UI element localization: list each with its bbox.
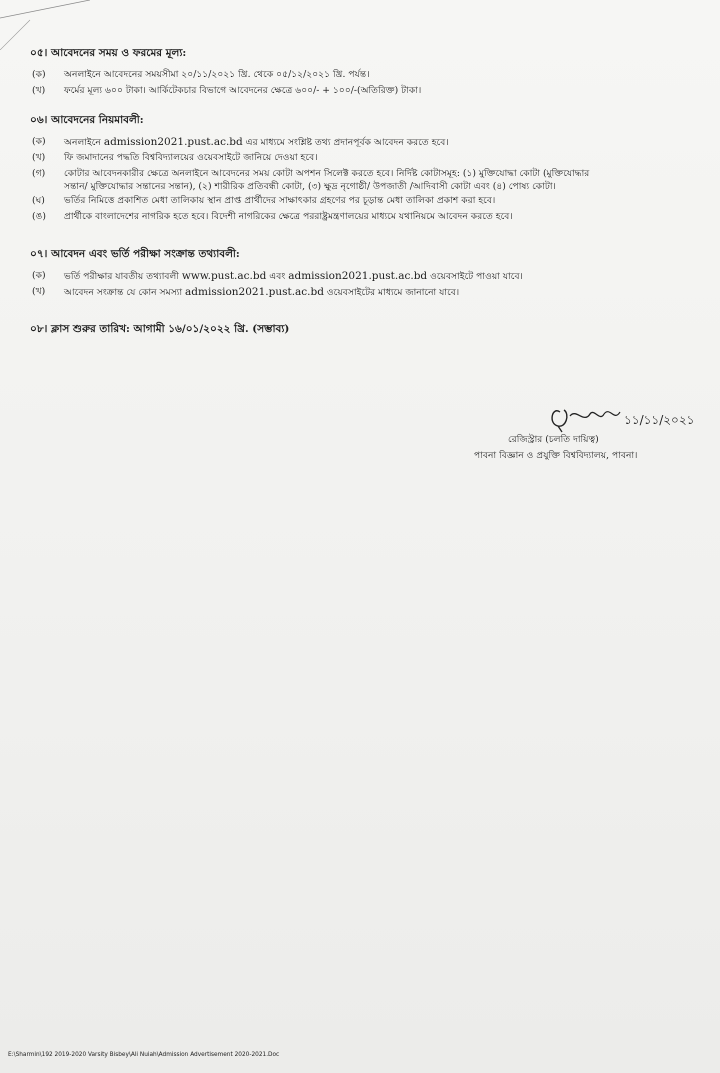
item-marker: (খ): [32, 286, 46, 297]
item-text: ভর্তির নিমিত্তে প্রকাশিত মেধা তালিকায় স্থান প্রাপ্ত প্রার্থীদের সাক্ষাৎকার গ্রহণের পর চূড়ান্ত মেধা তালিকা প্রকাশ করা হবে।: [64, 195, 496, 206]
university-name: পাবনা বিজ্ঞান ও প্রযুক্তি বিশ্ববিদ্যালয়, পাবনা।: [474, 450, 638, 461]
section-06: [30, 113, 700, 222]
item-text: [64, 136, 449, 150]
item-text-pre: ভর্তি পরীক্ষার যাবতীয় তথ্যাবলী: [64, 271, 182, 282]
list-item: [30, 85, 700, 98]
list-item: [30, 270, 700, 283]
item-marker: (ক): [32, 270, 46, 281]
item-text: ফর্মের মূল্য ৬০০ টাকা। আর্কিটেকচার বিভাগে আবেদনের ক্ষেত্রে ৬০০/- + ১০০/-(অতিরিক্ত) টাকা।: [64, 85, 422, 96]
item-text: ফি জমাদানের পদ্ধতি বিশ্ববিদ্যালয়ের ওয়েবসাইটে জানিয়ে দেওয়া হবে।: [64, 152, 318, 163]
section-08: [30, 322, 700, 339]
item-marker: (ঘ): [32, 195, 45, 206]
signature-date: ১১/১১/২০২১: [624, 413, 695, 427]
list-item: [30, 195, 700, 208]
admission-url-link[interactable]: admission2021.pust.ac.bd: [103, 136, 243, 148]
item-marker: (খ): [32, 152, 46, 163]
item-marker: (ঙ): [32, 211, 46, 222]
item-text-pre: অনলাইনে: [64, 137, 104, 148]
admission-url-link[interactable]: admission2021.pust.ac.bd: [185, 286, 324, 298]
list-item: [30, 286, 700, 299]
item-text-post: এর মাধ্যমে সংশ্লিষ্ট তথ্য প্রদানপূর্বক আবেদন করতে হবে।: [242, 137, 449, 148]
item-text: কোটার আবেদনকারীর ক্ষেত্রে অনলাইনে আবেদনের সময় কোটা অপশন সিলেক্ট করতে হবে। নির্দিষ্ট কোটাসমূহ: (১) মুক্তিযোদ্ধা কোটা (মুক্তিযোদ্ধার: [64, 168, 590, 179]
pust-website-link[interactable]: www.pust.ac.bd: [181, 270, 267, 282]
item-text-post: ওয়েবসাইটে পাওয়া যাবে।: [427, 271, 523, 282]
folded-corner-mark: [0, 0, 90, 50]
item-text-post: ওয়েবসাইটের মাধ্যমে জানানো যাবে।: [323, 287, 460, 298]
section-title: ০৭। আবেদন এবং ভর্তি পরীক্ষা সংক্রান্ত তথ্যাবলী:: [30, 248, 240, 260]
file-path-footer: E:\Sharmin\192 2019-2020 Varsity Bisbey\Ali Nuiah\Admission Advertisement 2020-2021.Doc: [8, 1052, 280, 1058]
list-item: [30, 211, 700, 224]
item-text: [64, 270, 523, 284]
item-marker: (ক): [32, 69, 46, 80]
registrar-title: রেজিস্ট্রার (চলতি দায়িত্ব): [508, 434, 599, 445]
list-item: [30, 168, 700, 194]
section-07: [30, 247, 700, 298]
list-item: [30, 136, 700, 149]
item-text: অনলাইনে আবেদনের সময়সীমা ২০/১১/২০২১ খ্রি. থেকে ০৫/১২/২০২১ খ্রি. পর্যন্ত।: [64, 69, 370, 80]
list-item: [30, 69, 700, 82]
admission-url-link[interactable]: admission2021.pust.ac.bd: [288, 270, 428, 282]
item-text-mid: এবং: [266, 271, 289, 282]
item-marker: (ক): [32, 136, 46, 147]
item-marker: (খ): [32, 85, 46, 96]
section-05: [30, 46, 700, 96]
item-marker: (গ): [32, 168, 46, 179]
section-title: ০৬। আবেদনের নিয়মাবলী:: [30, 114, 144, 126]
item-text: প্রার্থীকে বাংলাদেশের নাগরিক হতে হবে। বিদেশী নাগরিকের ক্ষেত্রে পররাষ্ট্রমন্ত্রণালয়ের মাধ্যমে যথানিয়মে আবেদন করতে হবে।: [64, 211, 513, 222]
item-text-continued: সন্তান/ মুক্তিযোদ্ধার সন্তানের সন্তান), (২) শারীরিক প্রতিবন্ধী কোটা, (৩) ক্ষুদ্র নৃগোষ্ঠী/ উপজাতী /আদিবাসী কোটা এবং (৪) পোষ্য কোটা।: [64, 180, 556, 192]
section-title: ০৮। ক্লাস শুরুর তারিখ: আগামী ১৬/০১/২০২২ খ্রি. (সম্ভাব্য): [30, 323, 290, 335]
item-text-pre: আবেদন সংক্রান্ত যে কোন সমস্যা: [64, 287, 186, 298]
section-title: ০৫। আবেদনের সময় ও ফরমের মূল্য:: [30, 47, 187, 59]
list-item: [30, 152, 700, 165]
item-text: [64, 286, 459, 300]
